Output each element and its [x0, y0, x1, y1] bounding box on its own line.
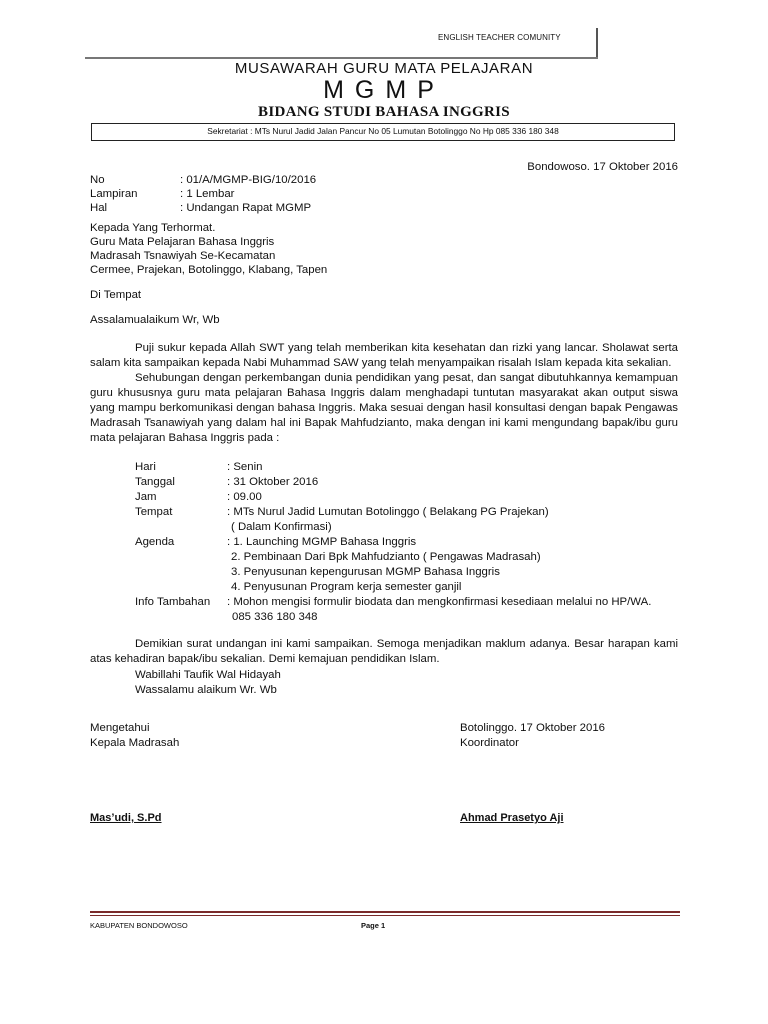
org-name: MUSAWARAH GURU MATA PELAJARAN	[234, 60, 534, 77]
event-date-value: : 31 Oktober 2016	[227, 476, 319, 488]
recipient-line: Guru Mata Pelajaran Bahasa Inggris	[90, 236, 275, 248]
letter-date: Bondowoso. 17 Oktober 2016	[527, 161, 678, 173]
closing-line: Wassalamu alaikum Wr. Wb	[135, 684, 277, 696]
sign-left-name: Mas’udi, S.Pd	[90, 812, 162, 824]
secretariat-box: Sekretariat : MTs Nurul Jadid Jalan Pancur No 05 Lumutan Botolinggo No Hp 085 336 180 348	[91, 123, 675, 141]
event-info-phone: 085 336 180 348	[232, 611, 318, 623]
closing-paragraph: Demikian surat undangan ini kami sampaikan. Semoga menjadikan maklum adanya. Besar harapan kami atas kehadiran bapak/ibu sekalian. Demi kemajuan pendidikan Islam.	[90, 638, 678, 665]
footer-page-number: Page 1	[361, 921, 386, 930]
agenda-item: 4. Penyusunan Program kerja semester ganjil	[231, 581, 462, 593]
sign-right-date: Botolinggo. 17 Oktober 2016	[460, 722, 606, 734]
org-acronym: MGMP	[323, 76, 445, 104]
meta-no-value: : 01/A/MGMP-BIG/10/2016	[180, 174, 317, 186]
event-agenda-label: Agenda	[135, 536, 175, 548]
event-place-note: ( Dalam Konfirmasi)	[231, 521, 332, 533]
footer-rule-thin	[90, 915, 680, 916]
paragraph-1: Puji sukur kepada Allah SWT yang telah memberikan kita kesehatan dan rizki yang lancar. Sholawat serta salam kita sampaikan kepada Nabi Muhammad SAW yang telah menyampaikan risalah Islam kepada kita sekalian.	[90, 342, 678, 369]
header-divider-horizontal	[85, 57, 598, 59]
meta-subject-value: : Undangan Rapat MGMP	[180, 202, 312, 214]
closing-line: Wabillahi Taufik Wal Hidayah	[135, 669, 281, 681]
letter-meta	[90, 172, 390, 220]
event-time-label: Jam	[135, 491, 157, 503]
event-details	[135, 459, 675, 629]
recipient-line: Cermee, Prajekan, Botolinggo, Klabang, Tapen	[90, 264, 328, 276]
meta-attachment-label: Lampiran	[90, 188, 138, 200]
event-date-label: Tanggal	[135, 476, 175, 488]
event-info-label: Info Tambahan	[135, 596, 211, 608]
header-tagline: ENGLISH TEACHER COMUNITY	[438, 33, 561, 42]
recipient-block	[90, 221, 327, 277]
event-place-label: Tempat	[135, 506, 173, 518]
recipient-line: Kepada Yang Terhormat.	[90, 222, 216, 234]
event-day-value: : Senin	[227, 461, 263, 473]
event-time-value: : 09.00	[227, 491, 262, 503]
event-info-value: : Mohon mengisi formulir biodata dan mengkonfirmasi kesediaan melalui no HP/WA.	[227, 596, 652, 608]
org-field: BIDANG STUDI BAHASA INGGRIS	[258, 104, 510, 120]
agenda-item: 3. Penyusunan kepengurusan MGMP Bahasa Inggris	[231, 566, 500, 578]
meta-no-label: No	[90, 174, 105, 186]
footer-location: KABUPATEN BONDOWOSO	[90, 921, 188, 930]
sign-right-role: Koordinator	[460, 737, 519, 749]
paragraph-2: Sehubungan dengan perkembangan dunia pendidikan yang pesat, dan sangat dibutuhkannya kemampuan guru khususnya guru mata pelajaran Bahasa Inggris dalam menghadapi tuntutan masyarakat akan output siswa yang mampu berkomunikasi dengan bahasa Inggris. Maka sesuai dengan hasil konsultasi dengan bapak Pengawas Madrasah Tsanawiyah yang dalam hal ini Bapak Mahfudzianto, maka dengan ini kami mengundang bapak/ibu guru mata pelajaran Bahasa Inggris pada :	[90, 372, 678, 444]
footer-rule	[90, 911, 680, 913]
agenda-item: 2. Pembinaan Dari Bpk Mahfudzianto ( Pengawas Madrasah)	[231, 551, 541, 563]
place-line: Di Tempat	[90, 289, 142, 301]
meta-attachment-value: : 1 Lembar	[180, 188, 235, 200]
header-divider-vertical	[596, 28, 598, 58]
sign-left-title: Mengetahui	[90, 722, 150, 734]
meta-subject-label: Hal	[90, 202, 108, 214]
event-day-label: Hari	[135, 461, 156, 473]
greeting: Assalamualaikum Wr, Wb	[90, 314, 220, 326]
agenda-item: : 1. Launching MGMP Bahasa Inggris	[227, 536, 417, 548]
event-place-value: : MTs Nurul Jadid Lumutan Botolinggo ( Belakang PG Prajekan)	[227, 506, 549, 518]
sign-left-role: Kepala Madrasah	[90, 737, 180, 749]
sign-right-name: Ahmad Prasetyo Aji	[460, 812, 564, 824]
recipient-line: Madrasah Tsnawiyah Se-Kecamatan	[90, 250, 276, 262]
